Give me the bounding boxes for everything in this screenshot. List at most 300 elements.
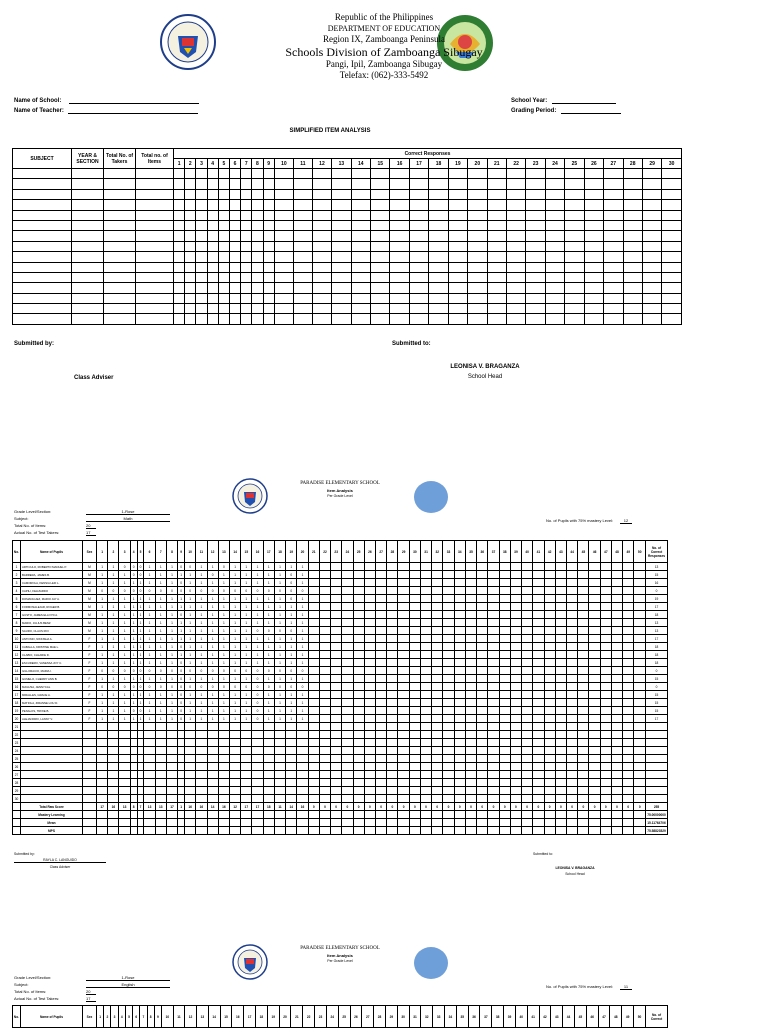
empty-cell[interactable] (229, 739, 240, 747)
score-cell[interactable]: 1 (196, 563, 207, 571)
score-cell[interactable]: 0 (263, 627, 274, 635)
table-cell[interactable] (642, 200, 661, 210)
score-cell[interactable]: 1 (286, 611, 297, 619)
score-cell[interactable]: 1 (297, 627, 308, 635)
score-cell[interactable]: 1 (229, 579, 240, 587)
table-cell[interactable] (487, 272, 506, 282)
table-cell[interactable] (196, 252, 207, 262)
empty-cell[interactable] (454, 779, 465, 787)
table-cell[interactable] (263, 169, 274, 179)
score-cell[interactable]: 1 (130, 579, 137, 587)
empty-cell[interactable] (185, 723, 196, 731)
score-cell[interactable] (567, 699, 578, 707)
score-cell[interactable]: 1 (196, 571, 207, 579)
empty-cell[interactable] (409, 747, 420, 755)
empty-cell[interactable] (432, 787, 443, 795)
score-cell[interactable]: 0 (178, 587, 185, 595)
score-cell[interactable] (522, 667, 533, 675)
score-cell[interactable] (353, 579, 364, 587)
empty-cell[interactable] (218, 787, 229, 795)
table-cell[interactable] (584, 272, 603, 282)
score-cell[interactable] (331, 683, 342, 691)
score-cell[interactable]: 1 (97, 611, 108, 619)
score-cell[interactable]: 1 (137, 611, 144, 619)
table-cell[interactable] (565, 231, 584, 241)
score-cell[interactable] (443, 627, 454, 635)
score-cell[interactable] (600, 619, 611, 627)
empty-cell[interactable] (510, 763, 521, 771)
table-cell[interactable] (229, 200, 240, 210)
empty-cell[interactable] (185, 739, 196, 747)
score-cell[interactable] (488, 667, 499, 675)
score-cell[interactable] (589, 659, 600, 667)
table-cell[interactable] (174, 169, 185, 179)
empty-cell[interactable] (155, 763, 166, 771)
empty-cell[interactable] (196, 795, 207, 803)
table-cell[interactable] (584, 179, 603, 189)
empty-cell[interactable] (274, 731, 285, 739)
score-cell[interactable]: 1 (137, 699, 144, 707)
score-cell[interactable] (454, 683, 465, 691)
score-cell[interactable] (623, 699, 634, 707)
empty-cell[interactable] (196, 787, 207, 795)
table-cell[interactable] (526, 231, 545, 241)
score-cell[interactable] (353, 571, 364, 579)
table-cell[interactable] (642, 231, 661, 241)
score-cell[interactable] (443, 611, 454, 619)
empty-cell[interactable] (555, 795, 566, 803)
score-cell[interactable] (376, 691, 387, 699)
table-cell[interactable] (662, 189, 682, 199)
score-cell[interactable] (499, 675, 510, 683)
table-cell[interactable] (294, 283, 313, 293)
score-cell[interactable] (331, 691, 342, 699)
score-cell[interactable]: 0 (252, 691, 263, 699)
empty-cell[interactable] (263, 787, 274, 795)
table-cell[interactable] (623, 262, 642, 272)
score-cell[interactable]: 1 (119, 659, 130, 667)
score-cell[interactable] (342, 603, 353, 611)
score-cell[interactable] (454, 563, 465, 571)
empty-cell[interactable] (409, 787, 420, 795)
score-cell[interactable] (364, 571, 375, 579)
empty-cell[interactable] (144, 723, 155, 731)
score-cell[interactable] (420, 579, 431, 587)
score-cell[interactable] (432, 603, 443, 611)
score-cell[interactable]: 1 (252, 563, 263, 571)
table-cell[interactable] (642, 241, 661, 251)
score-cell[interactable] (443, 595, 454, 603)
score-cell[interactable]: 1 (263, 675, 274, 683)
empty-cell[interactable] (166, 787, 177, 795)
table-cell[interactable] (332, 231, 351, 241)
empty-cell[interactable] (229, 755, 240, 763)
empty-cell[interactable] (589, 755, 600, 763)
empty-cell[interactable] (263, 779, 274, 787)
score-cell[interactable]: 1 (218, 603, 229, 611)
score-cell[interactable]: 1 (274, 635, 285, 643)
score-cell[interactable] (364, 587, 375, 595)
empty-cell[interactable] (218, 795, 229, 803)
score-cell[interactable] (420, 635, 431, 643)
empty-cell[interactable] (218, 731, 229, 739)
table-cell[interactable] (241, 189, 252, 199)
table-cell[interactable] (526, 179, 545, 189)
table-cell[interactable] (351, 220, 370, 230)
score-cell[interactable] (623, 563, 634, 571)
empty-cell[interactable] (252, 795, 263, 803)
empty-cell[interactable] (611, 771, 622, 779)
score-cell[interactable]: 1 (286, 643, 297, 651)
empty-cell[interactable] (555, 779, 566, 787)
table-cell[interactable] (604, 169, 623, 179)
score-cell[interactable] (634, 643, 646, 651)
empty-cell[interactable] (488, 731, 499, 739)
empty-cell[interactable] (207, 779, 218, 787)
empty-cell[interactable] (130, 739, 137, 747)
score-cell[interactable] (623, 595, 634, 603)
empty-cell[interactable] (589, 747, 600, 755)
table-cell[interactable] (468, 189, 487, 199)
table-cell[interactable] (371, 200, 390, 210)
score-cell[interactable]: 0 (196, 683, 207, 691)
score-cell[interactable]: 1 (196, 595, 207, 603)
score-cell[interactable] (488, 619, 499, 627)
empty-cell[interactable] (353, 747, 364, 755)
score-cell[interactable]: 1 (178, 571, 185, 579)
empty-cell[interactable] (398, 771, 409, 779)
table-cell[interactable] (218, 241, 229, 251)
score-cell[interactable]: 1 (218, 659, 229, 667)
empty-cell[interactable] (578, 795, 589, 803)
score-cell[interactable] (522, 619, 533, 627)
score-cell[interactable]: 1 (155, 643, 166, 651)
score-cell[interactable] (398, 563, 409, 571)
score-cell[interactable]: 1 (166, 611, 177, 619)
score-cell[interactable] (443, 579, 454, 587)
table-cell[interactable] (584, 252, 603, 262)
empty-cell[interactable] (241, 755, 252, 763)
score-cell[interactable] (510, 715, 521, 723)
score-cell[interactable] (331, 715, 342, 723)
score-cell[interactable]: 1 (286, 691, 297, 699)
score-cell[interactable] (499, 587, 510, 595)
empty-cell[interactable] (274, 771, 285, 779)
score-cell[interactable]: 0 (274, 683, 285, 691)
empty-cell[interactable] (119, 779, 130, 787)
table-cell[interactable] (13, 169, 72, 179)
score-cell[interactable] (465, 707, 476, 715)
score-cell[interactable]: 1 (207, 675, 218, 683)
score-cell[interactable] (522, 635, 533, 643)
score-cell[interactable] (420, 571, 431, 579)
table-cell[interactable] (565, 210, 584, 220)
table-cell[interactable] (506, 210, 525, 220)
table-cell[interactable] (429, 231, 448, 241)
score-cell[interactable]: 1 (155, 651, 166, 659)
score-cell[interactable] (488, 611, 499, 619)
score-cell[interactable]: 1 (144, 635, 155, 643)
score-cell[interactable] (623, 667, 634, 675)
score-cell[interactable] (353, 667, 364, 675)
score-cell[interactable] (376, 595, 387, 603)
score-cell[interactable] (342, 643, 353, 651)
score-cell[interactable]: 1 (144, 627, 155, 635)
score-cell[interactable]: 1 (155, 619, 166, 627)
score-cell[interactable]: 0 (252, 715, 263, 723)
score-cell[interactable]: 1 (229, 571, 240, 579)
table-cell[interactable] (642, 220, 661, 230)
empty-cell[interactable] (144, 755, 155, 763)
score-cell[interactable] (465, 667, 476, 675)
table-cell[interactable] (409, 314, 428, 324)
empty-cell[interactable] (409, 731, 420, 739)
score-cell[interactable] (522, 699, 533, 707)
score-cell[interactable] (387, 643, 398, 651)
score-cell[interactable] (387, 715, 398, 723)
table-cell[interactable] (174, 220, 185, 230)
table-cell[interactable] (274, 241, 293, 251)
empty-cell[interactable] (409, 763, 420, 771)
score-cell[interactable] (544, 707, 555, 715)
table-cell[interactable] (312, 169, 331, 179)
table-cell[interactable] (623, 304, 642, 314)
score-cell[interactable] (387, 603, 398, 611)
score-cell[interactable]: 1 (108, 715, 119, 723)
score-cell[interactable] (432, 667, 443, 675)
score-cell[interactable] (567, 619, 578, 627)
score-cell[interactable] (544, 595, 555, 603)
empty-cell[interactable] (342, 731, 353, 739)
score-cell[interactable] (308, 611, 319, 619)
table-cell[interactable] (72, 262, 104, 272)
empty-cell[interactable] (611, 779, 622, 787)
score-cell[interactable]: 1 (263, 699, 274, 707)
empty-cell[interactable] (166, 771, 177, 779)
score-cell[interactable] (387, 699, 398, 707)
table-cell[interactable] (274, 252, 293, 262)
empty-cell[interactable] (207, 787, 218, 795)
empty-cell[interactable] (241, 771, 252, 779)
score-cell[interactable]: 1 (178, 627, 185, 635)
empty-cell[interactable] (409, 779, 420, 787)
table-cell[interactable] (312, 231, 331, 241)
table-cell[interactable] (174, 293, 185, 303)
score-cell[interactable] (454, 659, 465, 667)
score-cell[interactable]: 0 (166, 667, 177, 675)
score-cell[interactable] (578, 571, 589, 579)
score-cell[interactable]: 1 (297, 659, 308, 667)
empty-cell[interactable] (578, 771, 589, 779)
score-cell[interactable]: 0 (252, 683, 263, 691)
table-cell[interactable] (604, 231, 623, 241)
empty-cell[interactable] (137, 787, 144, 795)
score-cell[interactable] (443, 603, 454, 611)
score-cell[interactable] (600, 715, 611, 723)
score-cell[interactable] (533, 691, 544, 699)
empty-cell[interactable] (555, 723, 566, 731)
score-cell[interactable]: 1 (207, 627, 218, 635)
empty-cell[interactable] (567, 763, 578, 771)
table-cell[interactable] (196, 283, 207, 293)
score-cell[interactable] (398, 635, 409, 643)
score-cell[interactable]: 0 (178, 643, 185, 651)
score-cell[interactable] (567, 595, 578, 603)
empty-cell[interactable] (488, 779, 499, 787)
empty-cell[interactable] (137, 763, 144, 771)
score-cell[interactable]: 1 (119, 691, 130, 699)
table-cell[interactable] (174, 272, 185, 282)
score-cell[interactable] (510, 691, 521, 699)
score-cell[interactable]: 1 (263, 715, 274, 723)
empty-cell[interactable] (274, 755, 285, 763)
score-cell[interactable]: 1 (274, 571, 285, 579)
empty-cell[interactable] (443, 723, 454, 731)
score-cell[interactable]: 1 (185, 643, 196, 651)
score-cell[interactable] (634, 651, 646, 659)
empty-cell[interactable] (331, 795, 342, 803)
score-cell[interactable] (555, 563, 566, 571)
table-cell[interactable] (136, 200, 174, 210)
score-cell[interactable]: 1 (108, 635, 119, 643)
score-cell[interactable]: 0 (108, 683, 119, 691)
table-cell[interactable] (409, 241, 428, 251)
table-cell[interactable] (263, 231, 274, 241)
score-cell[interactable]: 1 (297, 675, 308, 683)
empty-cell[interactable] (567, 723, 578, 731)
table-cell[interactable] (218, 314, 229, 324)
empty-cell[interactable] (477, 723, 488, 731)
score-cell[interactable] (308, 715, 319, 723)
empty-cell[interactable] (634, 723, 646, 731)
empty-cell[interactable] (499, 779, 510, 787)
score-cell[interactable] (387, 595, 398, 603)
empty-cell[interactable] (544, 739, 555, 747)
empty-cell[interactable] (108, 787, 119, 795)
table-cell[interactable] (584, 200, 603, 210)
empty-cell[interactable] (567, 771, 578, 779)
score-cell[interactable] (589, 707, 600, 715)
score-cell[interactable] (308, 563, 319, 571)
empty-cell[interactable] (477, 787, 488, 795)
score-cell[interactable] (364, 627, 375, 635)
table-cell[interactable] (241, 283, 252, 293)
empty-cell[interactable] (241, 779, 252, 787)
score-cell[interactable]: 1 (196, 699, 207, 707)
score-cell[interactable]: 1 (207, 619, 218, 627)
score-cell[interactable]: 0 (274, 667, 285, 675)
score-cell[interactable] (454, 571, 465, 579)
empty-cell[interactable] (589, 779, 600, 787)
table-cell[interactable] (13, 293, 72, 303)
score-cell[interactable] (510, 627, 521, 635)
score-cell[interactable] (589, 595, 600, 603)
score-cell[interactable] (331, 587, 342, 595)
empty-cell[interactable] (144, 739, 155, 747)
score-cell[interactable] (555, 627, 566, 635)
score-cell[interactable] (319, 635, 330, 643)
table-cell[interactable] (584, 314, 603, 324)
score-cell[interactable] (319, 691, 330, 699)
score-cell[interactable] (611, 691, 622, 699)
score-cell[interactable] (398, 595, 409, 603)
empty-cell[interactable] (178, 779, 185, 787)
empty-cell[interactable] (646, 779, 668, 787)
table-cell[interactable] (351, 241, 370, 251)
score-cell[interactable] (465, 563, 476, 571)
empty-cell[interactable] (207, 731, 218, 739)
score-cell[interactable]: 0 (178, 691, 185, 699)
score-cell[interactable] (578, 627, 589, 635)
score-cell[interactable] (477, 683, 488, 691)
empty-cell[interactable] (398, 779, 409, 787)
empty-cell[interactable] (21, 787, 83, 795)
empty-cell[interactable] (555, 771, 566, 779)
table-cell[interactable] (584, 210, 603, 220)
empty-cell[interactable] (241, 723, 252, 731)
score-cell[interactable] (488, 707, 499, 715)
score-cell[interactable] (409, 691, 420, 699)
table-cell[interactable] (409, 293, 428, 303)
score-cell[interactable]: 0 (241, 667, 252, 675)
score-cell[interactable] (454, 579, 465, 587)
table-cell[interactable] (526, 220, 545, 230)
score-cell[interactable] (432, 683, 443, 691)
score-cell[interactable] (308, 619, 319, 627)
score-cell[interactable]: 1 (144, 571, 155, 579)
score-cell[interactable]: 1 (218, 571, 229, 579)
empty-cell[interactable] (611, 787, 622, 795)
empty-cell[interactable] (376, 731, 387, 739)
score-cell[interactable] (420, 683, 431, 691)
empty-cell[interactable] (21, 739, 83, 747)
empty-cell[interactable] (432, 755, 443, 763)
score-cell[interactable]: 1 (144, 643, 155, 651)
score-cell[interactable] (589, 699, 600, 707)
empty-cell[interactable] (600, 763, 611, 771)
empty-cell[interactable] (510, 731, 521, 739)
table-cell[interactable] (429, 314, 448, 324)
empty-cell[interactable] (611, 795, 622, 803)
score-cell[interactable] (499, 707, 510, 715)
score-cell[interactable] (510, 571, 521, 579)
empty-cell[interactable] (578, 731, 589, 739)
table-cell[interactable] (468, 231, 487, 241)
table-cell[interactable] (409, 283, 428, 293)
table-cell[interactable] (312, 210, 331, 220)
score-cell[interactable]: 0 (178, 715, 185, 723)
score-cell[interactable] (342, 659, 353, 667)
period-line[interactable] (561, 113, 621, 114)
score-cell[interactable] (499, 619, 510, 627)
empty-cell[interactable] (387, 723, 398, 731)
empty-cell[interactable] (646, 723, 668, 731)
score-cell[interactable]: 0 (185, 667, 196, 675)
score-cell[interactable]: 1 (130, 619, 137, 627)
table-cell[interactable] (252, 241, 263, 251)
table-cell[interactable] (13, 179, 72, 189)
score-cell[interactable] (589, 627, 600, 635)
empty-cell[interactable] (611, 731, 622, 739)
score-cell[interactable]: 1 (286, 563, 297, 571)
score-cell[interactable] (420, 715, 431, 723)
table-cell[interactable] (136, 314, 174, 324)
score-cell[interactable]: 1 (119, 699, 130, 707)
score-cell[interactable]: 0 (229, 683, 240, 691)
table-cell[interactable] (332, 314, 351, 324)
score-cell[interactable]: 1 (252, 611, 263, 619)
score-cell[interactable]: 1 (130, 659, 137, 667)
